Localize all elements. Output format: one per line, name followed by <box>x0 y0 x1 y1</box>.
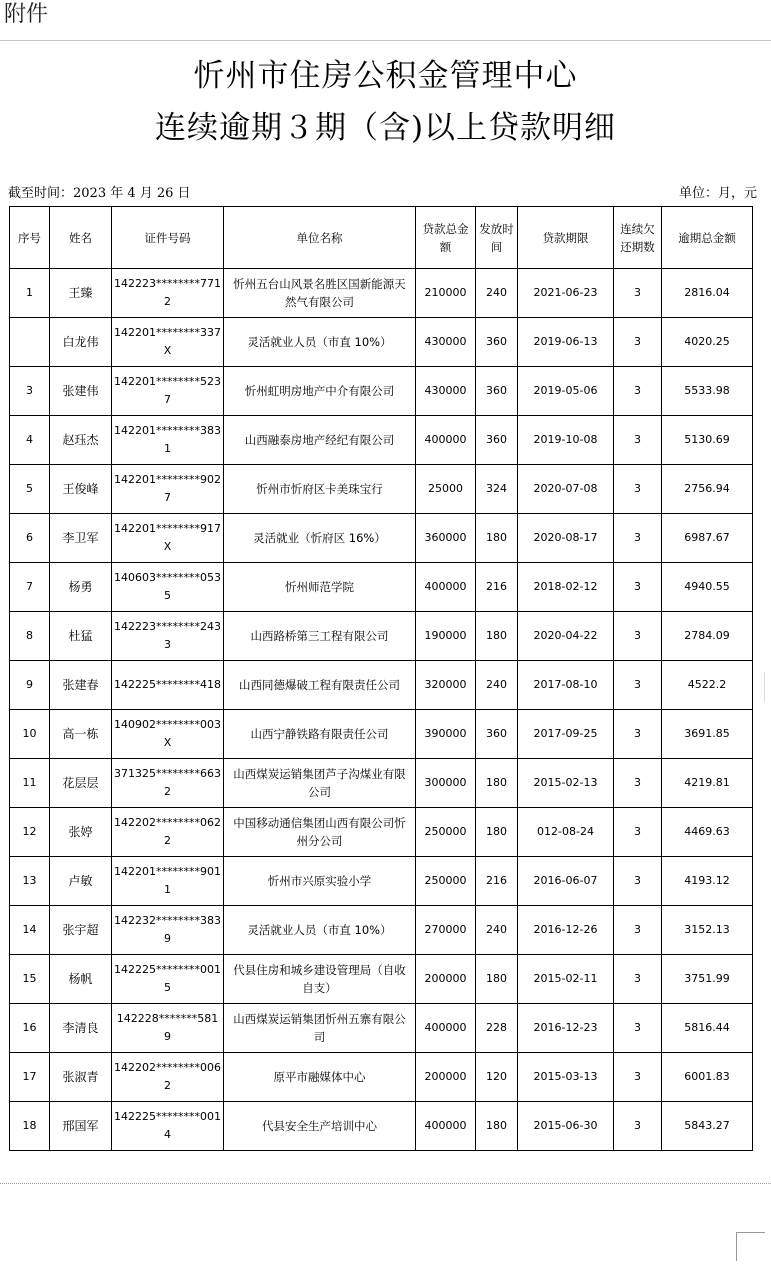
table-row <box>10 759 753 808</box>
row-overdue-amount: 3691.85 <box>662 710 753 759</box>
row-no: 6 <box>10 514 50 563</box>
row-no: 1 <box>10 269 50 318</box>
table-row <box>10 710 753 759</box>
row-issue-time: 180 <box>476 1102 518 1151</box>
row-id-number: 142201********337X <box>112 318 224 367</box>
row-unit-name: 灵活就业（忻府区 16%） <box>224 514 416 563</box>
row-name: 张建春 <box>50 661 112 710</box>
row-loan-term: 2021-06-23 <box>518 269 614 318</box>
row-overdue-periods: 3 <box>614 367 662 416</box>
row-overdue-amount: 4219.81 <box>662 759 753 808</box>
row-loan-amount: 400000 <box>416 1102 476 1151</box>
row-loan-term: 2015-02-13 <box>518 759 614 808</box>
row-overdue-amount: 2756.94 <box>662 465 753 514</box>
row-loan-term: 2016-12-26 <box>518 906 614 955</box>
row-loan-term: 2015-02-11 <box>518 955 614 1004</box>
table-row <box>10 955 753 1004</box>
row-overdue-periods: 3 <box>614 416 662 465</box>
row-name: 张建伟 <box>50 367 112 416</box>
row-issue-time: 240 <box>476 906 518 955</box>
page-subtitle: 连续逾期３期（含)以上贷款明细 <box>154 110 617 146</box>
header-no: 序号 <box>10 207 50 269</box>
row-unit-name: 忻州市兴原实验小学 <box>224 857 416 906</box>
row-overdue-periods: 3 <box>614 808 662 857</box>
row-loan-amount: 360000 <box>416 514 476 563</box>
row-no: 8 <box>10 612 50 661</box>
row-overdue-periods: 3 <box>614 318 662 367</box>
row-no <box>10 318 50 367</box>
row-id-number: 142228*******5819 <box>112 1004 224 1053</box>
row-id-number: 142223********2433 <box>112 612 224 661</box>
table-row <box>10 367 753 416</box>
row-loan-amount: 25000 <box>416 465 476 514</box>
row-name: 花层层 <box>50 759 112 808</box>
row-issue-time: 240 <box>476 269 518 318</box>
row-unit-name: 中国移动通信集团山西有限公司忻州分公司 <box>224 808 416 857</box>
document-header-bar <box>0 0 771 41</box>
row-no: 13 <box>10 857 50 906</box>
row-overdue-periods: 3 <box>614 710 662 759</box>
table-row <box>10 465 753 514</box>
row-unit-name: 灵活就业人员（市直 10%） <box>224 318 416 367</box>
row-id-number: 140603********0535 <box>112 563 224 612</box>
row-name: 白龙伟 <box>50 318 112 367</box>
row-loan-amount: 210000 <box>416 269 476 318</box>
row-no: 17 <box>10 1053 50 1102</box>
table-row <box>10 906 753 955</box>
row-overdue-amount: 4193.12 <box>662 857 753 906</box>
header-overdue: 逾期总金额 <box>662 207 753 269</box>
row-loan-amount: 400000 <box>416 1004 476 1053</box>
row-overdue-amount: 5130.69 <box>662 416 753 465</box>
row-loan-term: 2017-08-10 <box>518 661 614 710</box>
row-overdue-amount: 4522.2 <box>662 661 753 710</box>
row-id-number: 142202********0062 <box>112 1053 224 1102</box>
row-name: 杜猛 <box>50 612 112 661</box>
row-overdue-amount: 6001.83 <box>662 1053 753 1102</box>
row-id-number: 142201********9011 <box>112 857 224 906</box>
row-unit-name: 山西融泰房地产经纪有限公司 <box>224 416 416 465</box>
row-issue-time: 324 <box>476 465 518 514</box>
row-unit-name: 代县安全生产培训中心 <box>224 1102 416 1151</box>
header-term: 贷款期限 <box>518 207 614 269</box>
loan-detail-table <box>9 206 753 1151</box>
row-loan-term: 2020-07-08 <box>518 465 614 514</box>
row-loan-term: 2019-05-06 <box>518 367 614 416</box>
row-loan-amount: 270000 <box>416 906 476 955</box>
table-row <box>10 318 753 367</box>
row-name: 张婷 <box>50 808 112 857</box>
page-corner-marker <box>736 1232 765 1261</box>
header-date: 发放时间 <box>476 207 518 269</box>
row-issue-time: 216 <box>476 563 518 612</box>
row-overdue-amount: 5843.27 <box>662 1102 753 1151</box>
table-row <box>10 1004 753 1053</box>
row-loan-term: 2016-12-23 <box>518 1004 614 1053</box>
row-overdue-periods: 3 <box>614 1102 662 1151</box>
row-issue-time: 120 <box>476 1053 518 1102</box>
row-loan-amount: 430000 <box>416 318 476 367</box>
row-loan-amount: 400000 <box>416 563 476 612</box>
row-name: 卢敏 <box>50 857 112 906</box>
attachment-label: 附件 <box>4 2 49 27</box>
row-loan-term: 2018-02-12 <box>518 563 614 612</box>
row-overdue-periods: 3 <box>614 465 662 514</box>
row-loan-term: 2020-08-17 <box>518 514 614 563</box>
row-name: 张淑青 <box>50 1053 112 1102</box>
row-overdue-amount: 4469.63 <box>662 808 753 857</box>
row-name: 邢国军 <box>50 1102 112 1151</box>
row-no: 5 <box>10 465 50 514</box>
row-loan-amount: 400000 <box>416 416 476 465</box>
row-overdue-amount: 4020.25 <box>662 318 753 367</box>
header-periods: 连续欠还期数 <box>614 207 662 269</box>
row-id-number: 142201********5237 <box>112 367 224 416</box>
row-loan-amount: 190000 <box>416 612 476 661</box>
row-overdue-amount: 2816.04 <box>662 269 753 318</box>
row-id-number: 142201********917X <box>112 514 224 563</box>
row-issue-time: 180 <box>476 612 518 661</box>
row-name: 杨勇 <box>50 563 112 612</box>
row-unit-name: 山西宁静铁路有限责任公司 <box>224 710 416 759</box>
row-overdue-amount: 6987.67 <box>662 514 753 563</box>
row-no: 18 <box>10 1102 50 1151</box>
row-no: 3 <box>10 367 50 416</box>
row-issue-time: 180 <box>476 514 518 563</box>
row-id-number: 142202********0622 <box>112 808 224 857</box>
row-overdue-periods: 3 <box>614 269 662 318</box>
row-overdue-periods: 3 <box>614 906 662 955</box>
row-id-number: 142225********0015 <box>112 955 224 1004</box>
row-overdue-amount: 2784.09 <box>662 612 753 661</box>
row-no: 7 <box>10 563 50 612</box>
row-name: 王臻 <box>50 269 112 318</box>
header-unit: 单位名称 <box>224 207 416 269</box>
table-row <box>10 416 753 465</box>
row-loan-amount: 320000 <box>416 661 476 710</box>
row-unit-name: 忻州市忻府区卡美珠宝行 <box>224 465 416 514</box>
unit-note: 单位：月，元 <box>678 186 757 201</box>
page-side-marker <box>764 672 771 702</box>
row-overdue-periods: 3 <box>614 514 662 563</box>
page-title: 忻州市住房公积金管理中心 <box>193 58 578 94</box>
row-name: 王俊峰 <box>50 465 112 514</box>
row-issue-time: 216 <box>476 857 518 906</box>
row-issue-time: 360 <box>476 318 518 367</box>
row-overdue-amount: 3152.13 <box>662 906 753 955</box>
table-row <box>10 514 753 563</box>
row-name: 杨帆 <box>50 955 112 1004</box>
table-header-row <box>10 207 753 269</box>
row-overdue-periods: 3 <box>614 759 662 808</box>
table-row <box>10 269 753 318</box>
row-overdue-periods: 3 <box>614 1004 662 1053</box>
row-no: 12 <box>10 808 50 857</box>
row-no: 10 <box>10 710 50 759</box>
row-unit-name: 山西煤炭运销集团忻州五寨有限公司 <box>224 1004 416 1053</box>
page-bottom-divider <box>0 1183 771 1184</box>
row-issue-time: 360 <box>476 416 518 465</box>
table-row <box>10 563 753 612</box>
row-issue-time: 180 <box>476 759 518 808</box>
table-row <box>10 1053 753 1102</box>
row-name: 张宇超 <box>50 906 112 955</box>
header-amount: 贷款总金额 <box>416 207 476 269</box>
row-overdue-periods: 3 <box>614 661 662 710</box>
row-id-number: 142201********3831 <box>112 416 224 465</box>
row-id-number: 142223********7712 <box>112 269 224 318</box>
row-overdue-periods: 3 <box>614 1053 662 1102</box>
row-issue-time: 228 <box>476 1004 518 1053</box>
row-issue-time: 360 <box>476 710 518 759</box>
row-loan-term: 012-08-24 <box>518 808 614 857</box>
row-name: 高一栋 <box>50 710 112 759</box>
row-id-number: 371325********6632 <box>112 759 224 808</box>
row-loan-amount: 390000 <box>416 710 476 759</box>
row-name: 李卫军 <box>50 514 112 563</box>
table-row <box>10 661 753 710</box>
row-id-number: 140902********003X <box>112 710 224 759</box>
row-loan-amount: 250000 <box>416 808 476 857</box>
row-unit-name: 山西路桥第三工程有限公司 <box>224 612 416 661</box>
row-unit-name: 代县住房和城乡建设管理局（自收自支） <box>224 955 416 1004</box>
row-loan-term: 2019-06-13 <box>518 318 614 367</box>
row-overdue-periods: 3 <box>614 612 662 661</box>
row-id-number: 142225********0014 <box>112 1102 224 1151</box>
row-loan-term: 2019-10-08 <box>518 416 614 465</box>
row-unit-name: 灵活就业人员（市直 10%） <box>224 906 416 955</box>
row-loan-amount: 250000 <box>416 857 476 906</box>
row-loan-amount: 300000 <box>416 759 476 808</box>
row-loan-term: 2017-09-25 <box>518 710 614 759</box>
row-unit-name: 山西同德爆破工程有限责任公司 <box>224 661 416 710</box>
row-issue-time: 180 <box>476 808 518 857</box>
row-loan-amount: 200000 <box>416 1053 476 1102</box>
row-overdue-amount: 5816.44 <box>662 1004 753 1053</box>
row-overdue-amount: 4940.55 <box>662 563 753 612</box>
table-row <box>10 857 753 906</box>
table-row <box>10 1102 753 1151</box>
row-no: 15 <box>10 955 50 1004</box>
row-issue-time: 360 <box>476 367 518 416</box>
row-name: 赵珏杰 <box>50 416 112 465</box>
row-issue-time: 180 <box>476 955 518 1004</box>
as-of-date: 截至时间：2023 年 4 月 26 日 <box>8 186 191 201</box>
table-row <box>10 808 753 857</box>
row-loan-term: 2015-03-13 <box>518 1053 614 1102</box>
row-no: 9 <box>10 661 50 710</box>
row-loan-term: 2016-06-07 <box>518 857 614 906</box>
header-id: 证件号码 <box>112 207 224 269</box>
row-unit-name: 忻州虹明房地产中介有限公司 <box>224 367 416 416</box>
header-name: 姓名 <box>50 207 112 269</box>
row-id-number: 142201********9027 <box>112 465 224 514</box>
row-unit-name: 忻州五台山风景名胜区国新能源天然气有限公司 <box>224 269 416 318</box>
row-unit-name: 山西煤炭运销集团芦子沟煤业有限公司 <box>224 759 416 808</box>
row-loan-term: 2015-06-30 <box>518 1102 614 1151</box>
row-overdue-periods: 3 <box>614 563 662 612</box>
row-no: 14 <box>10 906 50 955</box>
row-no: 11 <box>10 759 50 808</box>
row-no: 4 <box>10 416 50 465</box>
row-id-number: 142225********418 <box>112 661 224 710</box>
row-unit-name: 原平市融媒体中心 <box>224 1053 416 1102</box>
table-row <box>10 612 753 661</box>
row-issue-time: 240 <box>476 661 518 710</box>
row-unit-name: 忻州师范学院 <box>224 563 416 612</box>
row-overdue-periods: 3 <box>614 955 662 1004</box>
row-loan-amount: 200000 <box>416 955 476 1004</box>
row-overdue-amount: 5533.98 <box>662 367 753 416</box>
row-id-number: 142232********3839 <box>112 906 224 955</box>
row-no: 16 <box>10 1004 50 1053</box>
row-overdue-amount: 3751.99 <box>662 955 753 1004</box>
row-overdue-periods: 3 <box>614 857 662 906</box>
row-loan-amount: 430000 <box>416 367 476 416</box>
row-loan-term: 2020-04-22 <box>518 612 614 661</box>
row-name: 李清良 <box>50 1004 112 1053</box>
